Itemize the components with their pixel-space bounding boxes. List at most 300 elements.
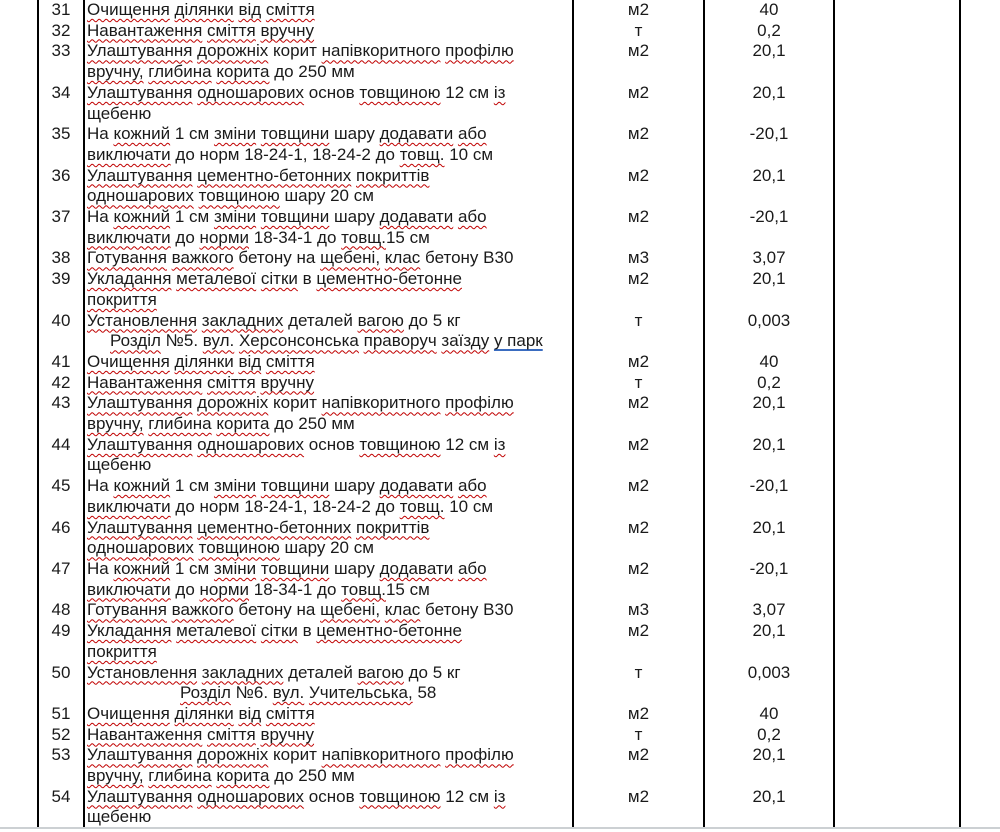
description-line (87, 787, 572, 808)
unit-cell: т (574, 21, 705, 42)
quantity-cell: 0,2 (705, 725, 835, 746)
description-cell (85, 787, 574, 828)
description-cell (85, 600, 574, 621)
description-cell (85, 621, 574, 662)
misspelled-word: покриттів (356, 165, 430, 185)
misspelled-word: виключати (87, 579, 171, 599)
misspelled-word: товщ. (341, 227, 386, 247)
text-run: основ (308, 434, 355, 454)
misspelled-word: клас (384, 248, 421, 268)
misspelled-word: глибина (148, 766, 212, 786)
row-number-cell: 37 (37, 207, 85, 248)
quantity-cell: 0,2 (705, 373, 835, 394)
misspelled-word: дорожніх (197, 393, 269, 413)
unit-cell: м2 (574, 207, 705, 248)
description-line (87, 228, 572, 249)
row-number-cell: 32 (37, 21, 85, 42)
description-line (87, 248, 572, 269)
misspelled-word: вагою (357, 310, 404, 330)
misspelled-word: ділянки (174, 351, 234, 371)
misspelled-word: Укладання (87, 621, 172, 641)
description-line (87, 41, 572, 62)
misspelled-word: Улаштування (87, 165, 193, 185)
table-row (37, 559, 1000, 600)
description-line (87, 207, 572, 228)
row-number-cell: 49 (37, 621, 85, 662)
misspelled-word: зміни (213, 476, 257, 496)
misspelled-word: закладних (201, 662, 284, 682)
misspelled-word: профілю (445, 393, 514, 413)
misspelled-word: вручну, (87, 414, 144, 434)
empty-cell (835, 518, 961, 559)
empty-cell (835, 745, 961, 786)
empty-cell (835, 725, 961, 746)
misspelled-word: цементно-бетонних (197, 165, 352, 185)
empty-cell (835, 621, 961, 662)
quantity-cell: 20,1 (705, 83, 835, 124)
description-cell (85, 311, 574, 332)
description-cell (85, 166, 574, 207)
unit-cell: м2 (574, 621, 705, 662)
text-run: до 250 мм (274, 62, 355, 82)
row-number-cell: 45 (37, 476, 85, 517)
misspelled-word: вагою (357, 662, 404, 682)
misspelled-word: кожний (113, 558, 171, 578)
misspelled-word: додавати (379, 476, 454, 496)
misspelled-word: Готування (87, 600, 167, 620)
misspelled-word: товщини (260, 558, 330, 578)
description-cell (85, 248, 574, 269)
description-line (87, 725, 572, 746)
quantity-cell: 40 (705, 0, 835, 21)
empty-cell (835, 373, 961, 394)
misspelled-word: або (457, 207, 487, 227)
unit-cell: т (574, 311, 705, 332)
text-run: 1 см (174, 124, 210, 144)
description-line (87, 104, 572, 125)
misspelled-word: сміття (207, 724, 256, 744)
empty-cell (835, 559, 961, 600)
description-line (87, 766, 572, 787)
description-line (87, 269, 572, 290)
description-cell (85, 331, 574, 352)
text-run: 18-34-1 до (253, 579, 337, 599)
misspelled-word: цементно-бетонне (316, 621, 462, 641)
misspelled-word: Улаштування (87, 786, 193, 806)
misspelled-word: важкого (171, 600, 234, 620)
description-cell (85, 352, 574, 373)
misspelled-word: дорожніх (197, 41, 269, 61)
unit-cell (574, 683, 705, 704)
row-number-cell (37, 331, 85, 352)
misspelled-word: Очищення (87, 0, 170, 19)
text-run: №6. (235, 683, 273, 703)
description-line (87, 435, 572, 456)
description-cell (85, 124, 574, 165)
text-run: основ (308, 786, 355, 806)
empty-cell (835, 124, 961, 165)
unit-cell: м2 (574, 269, 705, 310)
unit-cell: м2 (574, 787, 705, 828)
empty-cell (835, 476, 961, 517)
misspelled-word: сітки (260, 269, 298, 289)
empty-cell (835, 166, 961, 207)
row-number-cell: 47 (37, 559, 85, 600)
misspelled-word: цементно-бетонних (197, 517, 352, 537)
misspelled-word: Розділ (180, 683, 231, 703)
unit-cell: т (574, 725, 705, 746)
quantity-cell: 20,1 (705, 166, 835, 207)
row-number-cell: 52 (37, 725, 85, 746)
text-run: до 5 кг (408, 662, 461, 682)
unit-cell: м2 (574, 124, 705, 165)
table-row (37, 745, 1000, 786)
description-line (87, 373, 572, 394)
quantity-cell: 20,1 (705, 745, 835, 786)
misspelled-word: Улаштування (87, 745, 193, 765)
row-number-cell: 38 (37, 248, 85, 269)
misspelled-word: Навантаження (87, 20, 203, 40)
misspelled-word: щебені, (320, 600, 381, 620)
quantity-cell: -20,1 (705, 559, 835, 600)
row-number-cell: 44 (37, 435, 85, 476)
misspelled-word: товщиною (198, 538, 280, 558)
description-cell (85, 393, 574, 434)
quantity-cell: 20,1 (705, 393, 835, 434)
text-run: 15 см (385, 579, 430, 599)
row-number-cell: 50 (37, 663, 85, 684)
misspelled-word: напівкоритного (321, 745, 441, 765)
empty-cell (835, 21, 961, 42)
description-cell (85, 83, 574, 124)
text-run: в (302, 621, 312, 641)
unit-cell: м2 (574, 518, 705, 559)
text-run: корит (273, 393, 317, 413)
misspelled-word: або (457, 476, 487, 496)
description-cell (85, 745, 574, 786)
empty-cell (835, 663, 961, 684)
description-line (87, 642, 572, 663)
empty-cell (835, 0, 961, 21)
table-row (37, 663, 1000, 684)
description-line (87, 807, 572, 828)
misspelled-word: Навантаження (87, 372, 203, 392)
description-cell (85, 207, 574, 248)
misspelled-word: товщ. (399, 144, 445, 164)
row-number-cell: 35 (37, 124, 85, 165)
misspelled-word: сміття (265, 351, 315, 371)
text-run: корит (273, 745, 317, 765)
table-row (37, 373, 1000, 394)
row-number-cell: 48 (37, 600, 85, 621)
description-cell (85, 663, 574, 684)
text-run: до 5 кг (408, 310, 461, 330)
text-run: деталей (288, 662, 353, 682)
misspelled-word: або (457, 558, 487, 578)
misspelled-word: додавати (379, 207, 454, 227)
description-cell (85, 373, 574, 394)
text-run: шару (334, 207, 375, 227)
description-line (87, 393, 572, 414)
misspelled-word: Улаштування (87, 82, 193, 102)
misspelled-word: напівкоритного (321, 393, 441, 413)
misspelled-word: вручну, (87, 62, 144, 82)
unit-cell: м2 (574, 352, 705, 373)
description-line (87, 62, 572, 83)
table-row (37, 393, 1000, 434)
description-line (87, 124, 572, 145)
quantity-cell: 20,1 (705, 41, 835, 82)
quantity-cell: 0,003 (705, 663, 835, 684)
page-edge-line (0, 827, 1000, 829)
misspelled-word: Розділ (110, 331, 161, 351)
quantity-cell (705, 331, 835, 352)
misspelled-word: виключати (87, 227, 171, 247)
misspelled-word: зміни (213, 124, 257, 144)
misspelled-word: Улаштування (87, 393, 193, 413)
row-number-cell: 31 (37, 0, 85, 21)
misspelled-word: Улаштування (87, 41, 193, 61)
misspelled-word: норми (199, 227, 249, 247)
misspelled-word: одношарових (87, 538, 194, 558)
table-row (37, 0, 1000, 21)
unit-cell: т (574, 663, 705, 684)
text-run: шару 20 см (284, 186, 374, 206)
empty-cell (835, 207, 961, 248)
row-number-cell: 53 (37, 745, 85, 786)
description-cell (85, 21, 574, 42)
misspelled-word: кожний (113, 207, 171, 227)
table-row (37, 166, 1000, 207)
quantity-cell: 20,1 (705, 787, 835, 828)
misspelled-word: корита (216, 414, 270, 434)
description-line (87, 704, 572, 725)
misspelled-word: металевої (176, 269, 257, 289)
quantity-cell: 20,1 (705, 435, 835, 476)
quantity-cell: -20,1 (705, 476, 835, 517)
unit-cell: м3 (574, 248, 705, 269)
text-run: до норм 18-24-1, 18-24-2 до (175, 144, 395, 164)
quantity-cell: -20,1 (705, 207, 835, 248)
misspelled-word: сміття (207, 372, 256, 392)
text-run: бетону В30 (425, 248, 514, 268)
misspelled-word: Учительська, (308, 683, 413, 703)
misspelled-word: Очищення (87, 351, 170, 371)
quantity-cell: 20,1 (705, 621, 835, 662)
misspelled-word: важкого (171, 248, 234, 268)
description-cell (85, 435, 574, 476)
empty-cell (835, 435, 961, 476)
misspelled-word: зміни (213, 207, 257, 227)
misspelled-word: або (457, 124, 487, 144)
misspelled-word: профілю (445, 41, 514, 61)
text-run: корит (273, 41, 317, 61)
empty-cell (835, 83, 961, 124)
empty-cell (835, 704, 961, 725)
misspelled-word: від (238, 703, 262, 723)
unit-cell: м2 (574, 41, 705, 82)
misspelled-word: сміття (265, 703, 315, 723)
misspelled-word: товщини (260, 124, 330, 144)
quantity-cell: 3,07 (705, 248, 835, 269)
row-number-cell: 39 (37, 269, 85, 310)
misspelled-word: покриття (87, 641, 157, 661)
table-row (37, 725, 1000, 746)
description-line (87, 580, 572, 601)
misspelled-word: корита (216, 766, 270, 786)
quantity-cell: 40 (705, 704, 835, 725)
misspelled-word: покриття (87, 289, 157, 309)
misspelled-word: норми (199, 579, 249, 599)
row-number-cell: 41 (37, 352, 85, 373)
text-run: На (87, 207, 109, 227)
misspelled-word: від (238, 0, 262, 19)
empty-cell (835, 311, 961, 332)
table-row (37, 83, 1000, 124)
description-line (87, 0, 572, 21)
empty-cell (835, 393, 961, 434)
description-line (87, 538, 572, 559)
row-number-cell: 54 (37, 787, 85, 828)
description-line (87, 663, 572, 684)
description-line (87, 145, 572, 166)
empty-cell (835, 352, 961, 373)
text-run: до 250 мм (274, 766, 355, 786)
unit-cell: м2 (574, 704, 705, 725)
misspelled-word: із (493, 434, 506, 454)
unit-cell: м2 (574, 0, 705, 21)
unit-cell: м2 (574, 559, 705, 600)
row-number-cell: 33 (37, 41, 85, 82)
row-number-cell: 40 (37, 311, 85, 332)
misspelled-word: вул. (272, 683, 305, 703)
text-run: бетону В30 (425, 600, 514, 620)
misspelled-word: товщ. (399, 496, 445, 516)
table-row (37, 787, 1000, 828)
description-line (87, 497, 572, 518)
misspelled-word: із (493, 786, 506, 806)
misspelled-word: одношарових (87, 186, 194, 206)
table-row (37, 435, 1000, 476)
section-row (37, 683, 1000, 704)
table-row (37, 21, 1000, 42)
misspelled-word: товщиною (359, 786, 441, 806)
misspelled-word: Установлення (87, 310, 198, 330)
misspelled-word: глибина (148, 414, 212, 434)
description-cell (85, 269, 574, 310)
unit-cell: м2 (574, 745, 705, 786)
misspelled-word: Улаштування (87, 434, 193, 454)
grammar-flagged-text: у парк (493, 331, 543, 351)
misspelled-word: вручну (260, 372, 315, 392)
text-run: 12 см (445, 434, 490, 454)
unit-cell (574, 331, 705, 352)
text-run: 18-34-1 до (253, 227, 337, 247)
text-run: шару 20 см (284, 538, 374, 558)
misspelled-word: сміття (265, 0, 315, 19)
misspelled-word: сітки (260, 621, 298, 641)
text-run: 12 см (445, 82, 490, 102)
misspelled-word: Укладання (87, 269, 172, 289)
misspelled-word: кожний (113, 124, 171, 144)
misspelled-word: одношарових (197, 434, 305, 454)
text-run: 15 см (385, 227, 430, 247)
section-title (87, 683, 572, 704)
row-number-cell: 43 (37, 393, 85, 434)
text-run: щебеню (87, 103, 152, 123)
misspelled-word: товщ. (341, 579, 386, 599)
empty-cell (835, 331, 961, 352)
misspelled-word: щебені, (320, 248, 381, 268)
unit-cell: т (574, 373, 705, 394)
misspelled-word: виключати (87, 496, 171, 516)
quantity-cell: -20,1 (705, 124, 835, 165)
misspelled-word: Херсонсонська (238, 331, 359, 351)
unit-cell: м3 (574, 600, 705, 621)
text-run: 1 см (174, 476, 210, 496)
quantity-cell: 0,003 (705, 311, 835, 332)
misspelled-word: корита (216, 62, 270, 82)
text-run: На (87, 124, 109, 144)
misspelled-word: клас (384, 600, 421, 620)
empty-cell (835, 787, 961, 828)
table-row (37, 621, 1000, 662)
description-line (87, 559, 572, 580)
row-number-cell: 36 (37, 166, 85, 207)
text-run: шару (334, 558, 375, 578)
table-row (37, 248, 1000, 269)
misspelled-word: зміни (213, 558, 257, 578)
description-line (87, 352, 572, 373)
misspelled-word: Очищення (87, 703, 170, 723)
table-row (37, 124, 1000, 165)
table-row (37, 41, 1000, 82)
row-number-cell: 42 (37, 373, 85, 394)
description-line (87, 166, 572, 187)
description-line (87, 414, 572, 435)
text-run: 10 см (449, 144, 494, 164)
empty-cell (835, 41, 961, 82)
misspelled-word: додавати (379, 124, 454, 144)
text-run: бетону на (238, 248, 316, 268)
misspelled-word: Навантаження (87, 724, 203, 744)
misspelled-word: товщиною (359, 82, 441, 102)
description-line (87, 518, 572, 539)
misspelled-word: товщини (260, 476, 330, 496)
misspelled-word: Готування (87, 248, 167, 268)
misspelled-word: вул. (202, 331, 235, 351)
misspelled-word: ділянки (174, 0, 234, 19)
misspelled-word: цементно-бетонне (316, 269, 462, 289)
empty-cell (835, 248, 961, 269)
table-row (37, 269, 1000, 310)
description-cell (85, 725, 574, 746)
misspelled-word: від (238, 351, 262, 371)
text-run: бетону на (238, 600, 316, 620)
text-run: 1 см (174, 207, 210, 227)
unit-cell: м2 (574, 393, 705, 434)
table-row (37, 476, 1000, 517)
text-run: 10 см (449, 496, 494, 516)
description-cell (85, 41, 574, 82)
table-row (37, 518, 1000, 559)
misspelled-word: закладних (201, 310, 284, 330)
misspelled-word: праворуч (363, 331, 437, 351)
misspelled-word: сміття (207, 20, 256, 40)
description-line (87, 311, 572, 332)
table-row (37, 311, 1000, 332)
row-number-cell (37, 683, 85, 704)
